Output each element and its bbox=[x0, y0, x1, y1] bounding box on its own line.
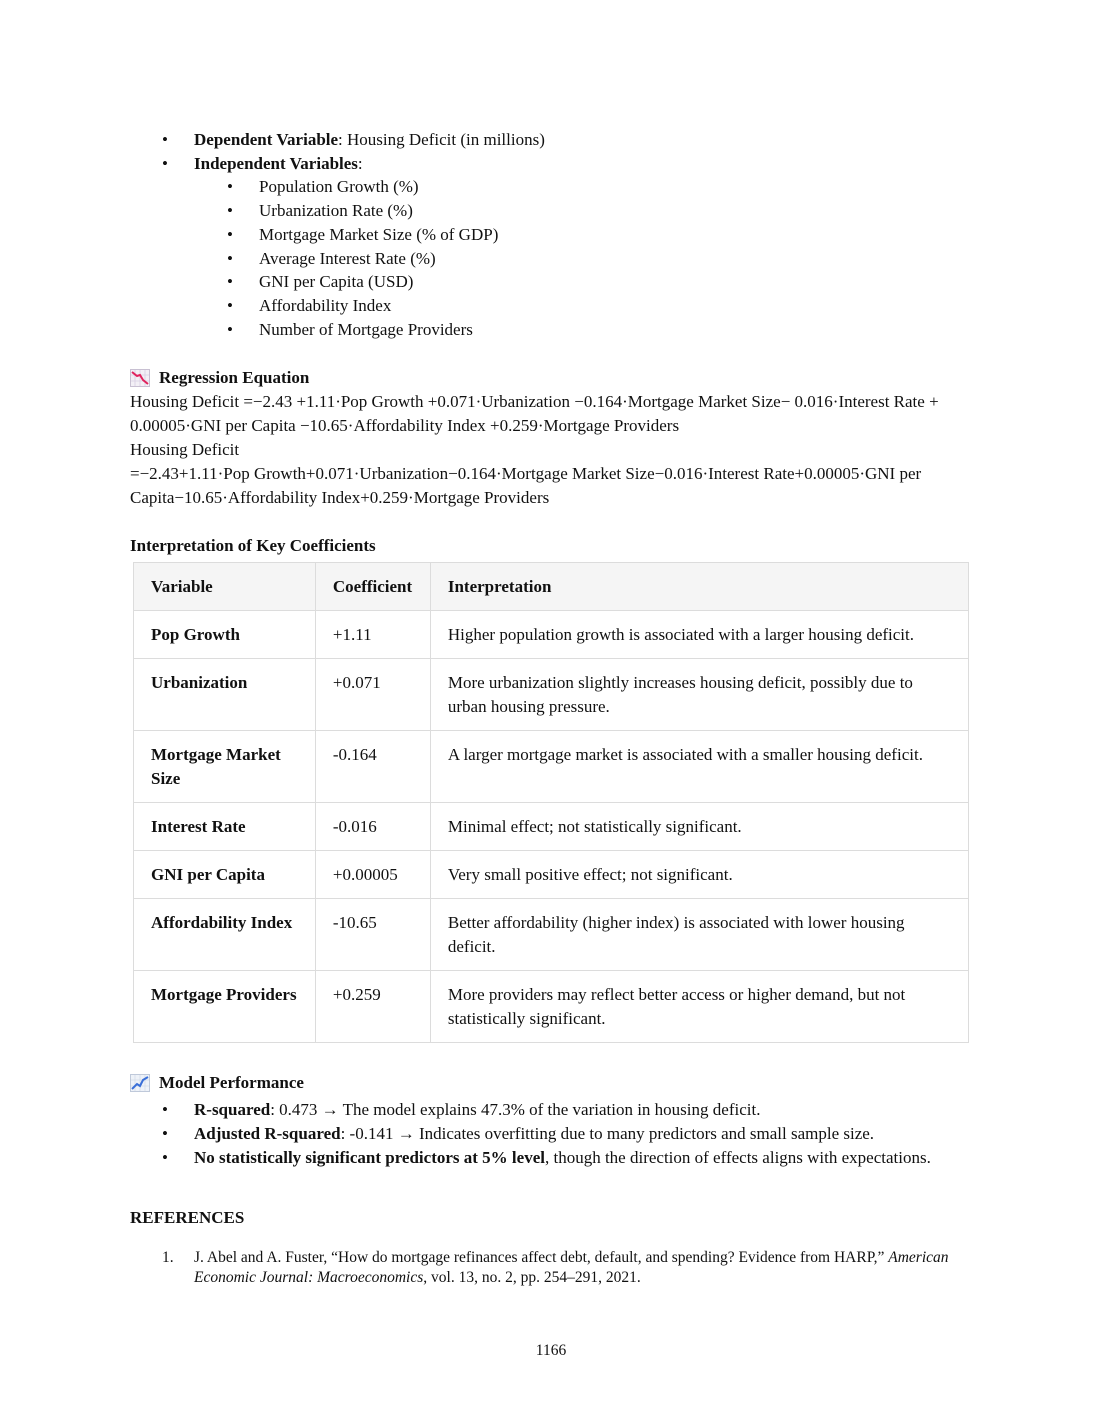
references-heading: REFERENCES bbox=[130, 1208, 245, 1228]
cell-interpretation: More providers may reflect better access or higher demand, but not statistically significant. bbox=[430, 971, 968, 1043]
equation-spaced: Housing Deficit =−2.43 +1.11·Pop Growth +0.071·Urbanization −0.164·Mortgage Market Size− 0.016·Interest Rate + 0.00005·GNI per Capita −10.65·Affordability Index +0.259·Mortgage Providers bbox=[130, 392, 939, 436]
cell-coefficient: +0.00005 bbox=[315, 851, 430, 899]
list-item: • Average Interest Rate (%) bbox=[130, 247, 972, 271]
list-item: • GNI per Capita (USD) bbox=[130, 270, 972, 294]
cell-interpretation: A larger mortgage market is associated with a smaller housing deficit. bbox=[430, 731, 968, 803]
column-header-variable: Variable bbox=[134, 563, 316, 611]
cell-variable: Mortgage Providers bbox=[134, 971, 316, 1043]
dependent-variable-item: • Dependent Variable: Housing Deficit (in millions) bbox=[130, 128, 972, 152]
table-row bbox=[134, 611, 969, 659]
cell-variable: Interest Rate bbox=[134, 803, 316, 851]
reference-number: 1. bbox=[162, 1249, 174, 1267]
cell-interpretation: Better affordability (higher index) is associated with lower housing deficit. bbox=[430, 899, 968, 971]
list-item: • Population Growth (%) bbox=[130, 175, 972, 199]
table-row bbox=[134, 851, 969, 899]
table-row bbox=[134, 971, 969, 1043]
column-header-interpretation: Interpretation bbox=[430, 563, 968, 611]
table-row bbox=[134, 803, 969, 851]
cell-coefficient: +0.259 bbox=[315, 971, 430, 1043]
cell-variable: GNI per Capita bbox=[134, 851, 316, 899]
cell-variable: Pop Growth bbox=[134, 611, 316, 659]
independent-variables-item: • Independent Variables: bbox=[130, 152, 972, 176]
table-row bbox=[134, 899, 969, 971]
cell-interpretation: Very small positive effect; not significant. bbox=[430, 851, 968, 899]
cell-coefficient: -0.164 bbox=[315, 731, 430, 803]
independent-variables-list bbox=[130, 175, 972, 341]
list-item: 1. J. Abel and A. Fuster, “How do mortgage refinances affect debt, default, and spending? Evidence from HARP,” American Economic Journal: Macroeconomics, vol. 13, no. 2, pp. 254–291, 2021. bbox=[162, 1249, 949, 1287]
chart-increasing-icon bbox=[130, 1074, 150, 1092]
cell-interpretation: More urbanization slightly increases housing deficit, possibly due to urban housing pressure. bbox=[430, 659, 968, 731]
cell-coefficient: +1.11 bbox=[315, 611, 430, 659]
list-item: • Affordability Index bbox=[130, 294, 972, 318]
performance-heading: Model Performance bbox=[130, 1071, 972, 1095]
table-row bbox=[134, 659, 969, 731]
equation-compact-line2: =−2.43+1.11·Pop Growth+0.071·Urbanization−0.164·Mortgage Market Size−0.016·Interest Rate+0.00005·GNI per Capita−10.65·Affordability Index+0.259·Mortgage Providers bbox=[130, 464, 922, 508]
cell-interpretation: Higher population growth is associated with a larger housing deficit. bbox=[430, 611, 968, 659]
coefficients-table bbox=[133, 562, 969, 1043]
cell-coefficient: +0.071 bbox=[315, 659, 430, 731]
cell-coefficient: -10.65 bbox=[315, 899, 430, 971]
equation-compact-line1: Housing Deficit bbox=[130, 440, 240, 460]
table-row bbox=[134, 731, 969, 803]
table-header-row bbox=[134, 563, 969, 611]
interpretation-heading: Interpretation of Key Coefficients bbox=[130, 536, 376, 556]
page-number: 1166 bbox=[535, 1342, 567, 1359]
chart-decreasing-icon bbox=[130, 369, 150, 387]
page-content bbox=[130, 128, 972, 1288]
cell-interpretation: Minimal effect; not statistically significant. bbox=[430, 803, 968, 851]
list-item: • Number of Mortgage Providers bbox=[130, 318, 972, 342]
cell-variable: Urbanization bbox=[134, 659, 316, 731]
cell-coefficient: -0.016 bbox=[315, 803, 430, 851]
list-item: • Adjusted R-squared: -0.141 → Indicates overfitting due to many predictors and small sample size. bbox=[130, 1122, 972, 1146]
variables-list bbox=[130, 128, 972, 175]
cell-variable: Mortgage Market Size bbox=[134, 731, 316, 803]
regression-heading: Regression Equation bbox=[130, 366, 972, 390]
list-item: • Urbanization Rate (%) bbox=[130, 199, 972, 223]
cell-variable: Affordability Index bbox=[134, 899, 316, 971]
list-item: • R-squared: 0.473 → The model explains 47.3% of the variation in housing deficit. bbox=[130, 1098, 972, 1122]
list-item: • Mortgage Market Size (% of GDP) bbox=[130, 223, 972, 247]
performance-list bbox=[130, 1098, 972, 1169]
list-item: • No statistically significant predictors at 5% level, though the direction of effects aligns with expectations. bbox=[130, 1146, 972, 1170]
references-list bbox=[130, 1248, 972, 1288]
column-header-coefficient: Coefficient bbox=[315, 563, 430, 611]
